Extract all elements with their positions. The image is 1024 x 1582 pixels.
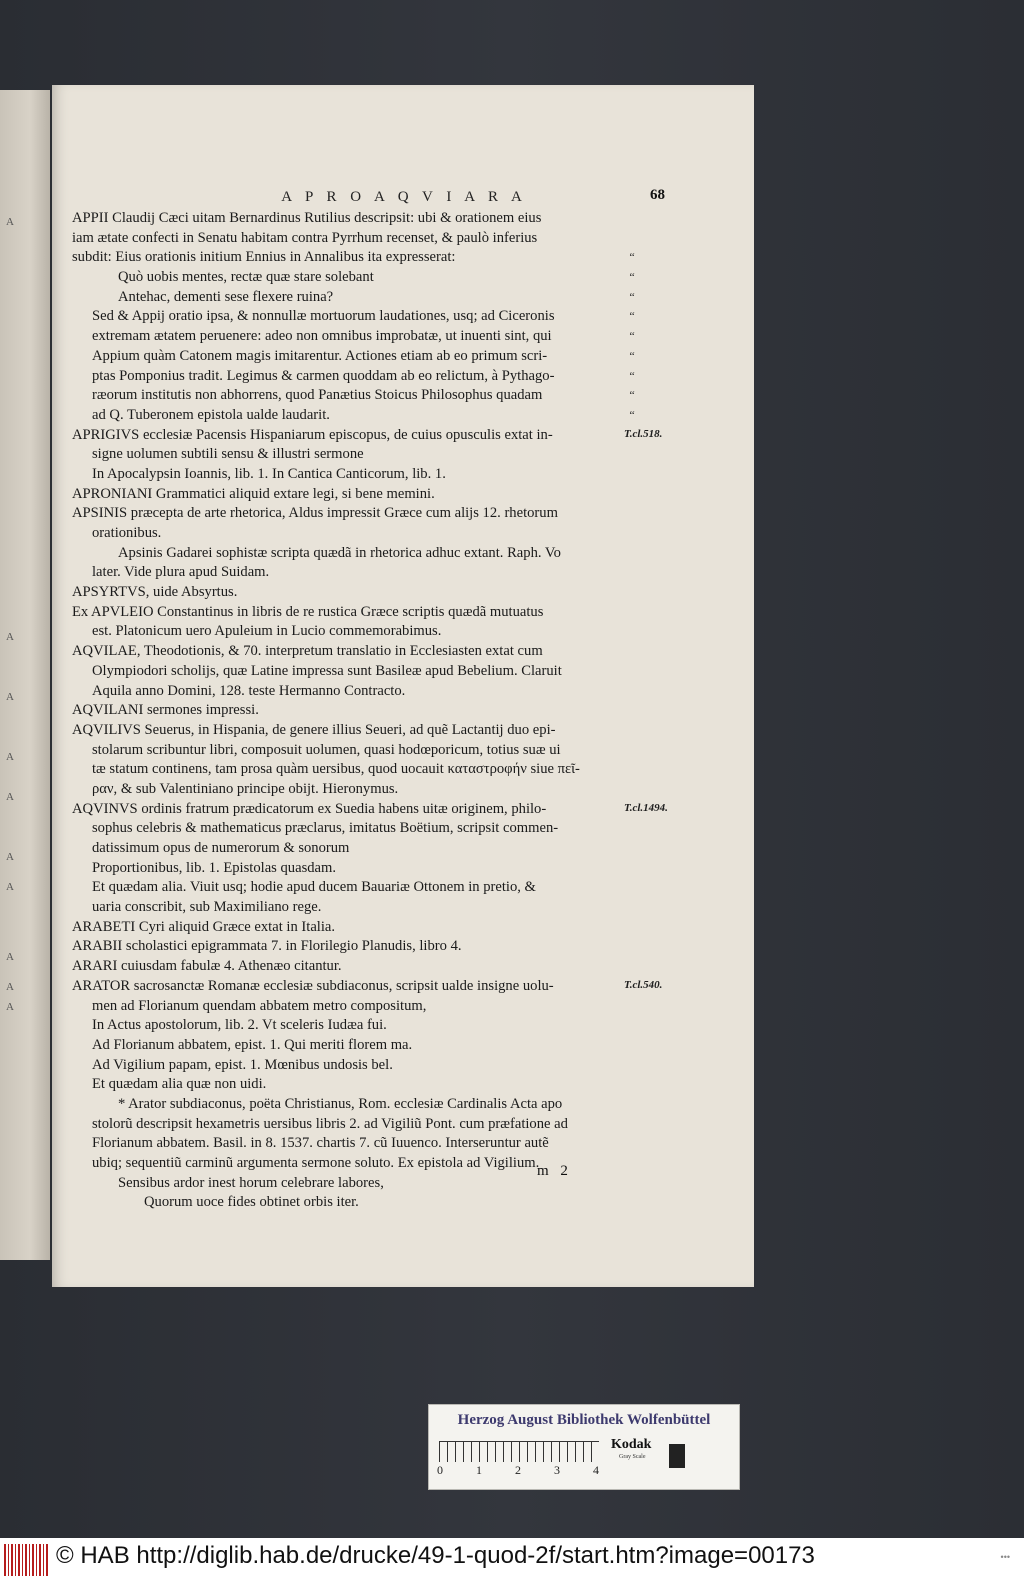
text-line: Appium quàm Catonem magis imitarentur. Actiones etiam ab eo primum scri- (92, 347, 548, 364)
color-chart (428, 1404, 740, 1490)
quote-mark: “ (629, 329, 635, 344)
quote-mark: “ (629, 407, 635, 422)
catalogue-note: T.cl.518. (624, 427, 663, 440)
ruler-numbers (437, 1463, 632, 1478)
text-line: tæ statum continens, tam prosa quàm uersibus, quod uocauit καταστροφήν siue πεῖ- (92, 761, 580, 778)
catalogue-note: T.cl.1494. (624, 802, 668, 814)
ruler-number: 0 (437, 1463, 443, 1477)
text-line: datissimum opus de numerorum & sonorum (92, 840, 350, 856)
gray-patch-icon (669, 1444, 685, 1468)
text-line: Apsinis Gadarei sophistæ scripta quædã in rhetorica adhuc extant. Raph. Vo (118, 544, 561, 561)
text-line: AQVILAE, Theodotionis, & 70. interpretum translatio in Ecclesiasten extat cum (72, 643, 543, 660)
text-line: Proportionibus, lib. 1. Epistolas quasdam. (92, 859, 337, 876)
left-margin-letter: A (6, 791, 14, 803)
text-line: Antehac, dementi sese flexere ruina? (118, 288, 334, 305)
left-margin-letter: A (6, 751, 14, 763)
text-line: signe uolumen subtili sensu & illustri sermone (92, 446, 364, 463)
signature-mark: m 2 (537, 1163, 572, 1179)
color-chart-title: Herzog August Bibliothek Wolfenbüttel (457, 1412, 711, 1428)
text-line: Florianum abbatem. Basil. in 8. 1537. chartis 7. cũ Iuuenco. Interseruntur autẽ (92, 1135, 549, 1152)
text-line: ARARI cuiusdam fabulæ 4. Athenæo citantur. (72, 958, 342, 975)
text-line: ARABETI Cyri aliquid Græce extat in Italia. (72, 918, 336, 935)
text-line: ad Q. Tuberonem epistola ualde laudarit. (92, 406, 330, 423)
text-line: men ad Florianum quendam abbatem metro compositum, (92, 997, 427, 1014)
text-line: extremam ætatem peruenere: adeo non omnibus improbatæ, ut inuenti sint, qui (92, 328, 552, 345)
text-line: Sed & Appij oratio ipsa, & nonnullæ mortuorum laudationes, usq; ad Ciceronis (92, 308, 555, 325)
text-line: ptas Pomponius tradit. Legimus & carmen quoddam ab eo relictum, à Pythago- (92, 367, 555, 384)
catalogue-note: T.cl.540. (624, 979, 663, 992)
quote-mark: “ (629, 388, 635, 403)
text-line: Ad Vigilium papam, epist. 1. Mœnibus undosis bel. (92, 1056, 393, 1073)
text-line: subdit: Eius orationis initium Ennius in Annalibus ita expresserat: (72, 249, 456, 266)
text-line: APSYRTVS, uide Absyrtus. (72, 584, 238, 601)
left-page-edge (0, 90, 50, 1260)
quote-mark (622, 209, 642, 229)
text-line: APSINIS præcepta de arte rhetorica, Aldus impressit Græce cum alijs 12. rhetorum (72, 505, 558, 522)
gray-scale-label: Gray Scale (619, 1454, 646, 1460)
left-margin-letter: A (6, 851, 14, 863)
body-text (72, 209, 632, 1213)
left-margin-letter: A (6, 981, 14, 993)
text-line: sophus celebris & mathematicus præclarus, imitatus Boëtium, scripsit commen- (92, 820, 559, 837)
left-margin-letter: A (6, 1001, 14, 1013)
more-icon: ••• (1000, 1552, 1010, 1562)
text-line: AQVILANI sermones impressi. (72, 702, 259, 719)
text-line: orationibus. (92, 525, 162, 541)
ruler-number: 1 (476, 1463, 482, 1477)
left-margin-letter: A (6, 691, 14, 703)
text-line: ARATOR sacrosanctæ Romanæ ecclesiæ subdiaconus, scripsit ualde insigne uolu- (72, 977, 554, 994)
footer-bar (0, 1538, 1024, 1582)
quote-mark: “ (629, 309, 635, 324)
text-line: ræorum institutis non abhorrens, quod Panætius Stoicus Philosophus quadam (92, 387, 543, 404)
text-line: Ad Florianum abbatem, epist. 1. Qui meriti florem ma. (92, 1036, 413, 1053)
text-line: Sensibus ardor inest horum celebrare labores, (118, 1174, 384, 1191)
quote-marks-column (622, 209, 642, 426)
text-line: Ex APVLEIO Constantinus in libris de re rustica Græce scriptis quædã mutuatus (72, 603, 544, 620)
kodak-brand: Kodak (611, 1437, 652, 1452)
quote-mark: “ (629, 368, 635, 383)
text-line: Olympiodori scholijs, quæ Latine impressa sunt Basileæ apud Bebelium. Claruit (92, 662, 562, 679)
ruler-number: 4 (593, 1463, 599, 1477)
quote-mark: “ (629, 348, 635, 363)
text-line: ARABII scholastici epigrammata 7. in Florilegio Planudis, libro 4. (72, 938, 462, 955)
text-line: ραν, & sub Valentiniano principe obijt. Hieronymus. (92, 780, 399, 797)
book-page (52, 85, 754, 1287)
text-line: APRONIANI Grammatici aliquid extare legi, si bene memini. (72, 485, 435, 502)
left-margin-letter: A (6, 631, 14, 643)
text-line: est. Platonicum uero Apuleium in Lucio commemorabimus. (92, 623, 442, 640)
ruler-icon (439, 1441, 599, 1462)
text-line: In Apocalypsin Ioannis, lib. 1. In Cantica Canticorum, lib. 1. (92, 465, 446, 482)
text-line: Aquila anno Domini, 128. teste Hermanno Contracto. (92, 682, 406, 699)
left-margin-letter: A (6, 951, 14, 963)
left-margin-letter: A (6, 881, 14, 893)
text-line: APRIGIVS ecclesiæ Pacensis Hispaniarum episcopus, de cuius opusculis extat in- (72, 426, 553, 443)
ruler-number: 2 (515, 1463, 521, 1477)
quote-mark: “ (629, 289, 635, 304)
text-line: iam ætate confecti in Senatu habitam contra Pyrrhum recenset, & paulò inferius (72, 229, 538, 246)
text-line: stolorũ descripsit hexametris uersibus libris 2. ad Vigiliũ Pont. cum præfatione ad (92, 1115, 568, 1132)
text-line: AQVINVS ordinis fratrum prædicatorum ex Suedia habens uitæ originem, philo- (72, 800, 547, 817)
quote-mark: “ (629, 270, 635, 285)
text-line: Quò uobis mentes, rectæ quæ stare solebant (118, 269, 374, 286)
quote-mark: “ (629, 250, 635, 265)
running-head: A P R O A Q V I A R A (281, 189, 527, 205)
text-line: stolarum scribuntur libri, composuit uolumen, quasi hodœporicum, totius suæ ui (92, 741, 561, 758)
text-line: APPII Claudij Cæci uitam Bernardinus Rutilius descripsit: ubi & orationem eius (72, 210, 542, 226)
page-number: 68 (650, 187, 665, 203)
text-line: Et quædam alia quæ non uidi. (92, 1076, 267, 1093)
text-line: ubiq; sequentiũ carminũ argumenta sermone soluto. Ex epistola ad Vigilium. (92, 1155, 540, 1171)
hab-logo-icon (4, 1544, 48, 1576)
quote-mark (622, 229, 642, 249)
footer-link[interactable]: © HAB http://diglib.hab.de/drucke/49-1-quod-2f/start.htm?image=00173 (56, 1542, 815, 1569)
text-line: * Arator subdiaconus, poëta Christianus, Rom. ecclesiæ Cardinalis Acta apo (118, 1095, 563, 1112)
left-margin-letter: A (6, 216, 14, 228)
text-line: Et quædam alia. Viuit usq; hodie apud ducem Bauariæ Ottonem in pretio, & (92, 879, 536, 896)
ruler-number: 3 (554, 1463, 560, 1477)
text-line: later. Vide plura apud Suidam. (92, 564, 270, 581)
text-line: AQVILIVS Seuerus, in Hispania, de genere illius Seueri, ad quẽ Lactantij duo epi- (72, 721, 556, 738)
text-line: In Actus apostolorum, lib. 2. Vt sceleris Iudæa fui. (92, 1017, 387, 1034)
text-line: uaria conscribit, sub Maximiliano rege. (92, 899, 322, 916)
text-line: Quorum uoce fides obtinet orbis iter. (144, 1194, 359, 1211)
